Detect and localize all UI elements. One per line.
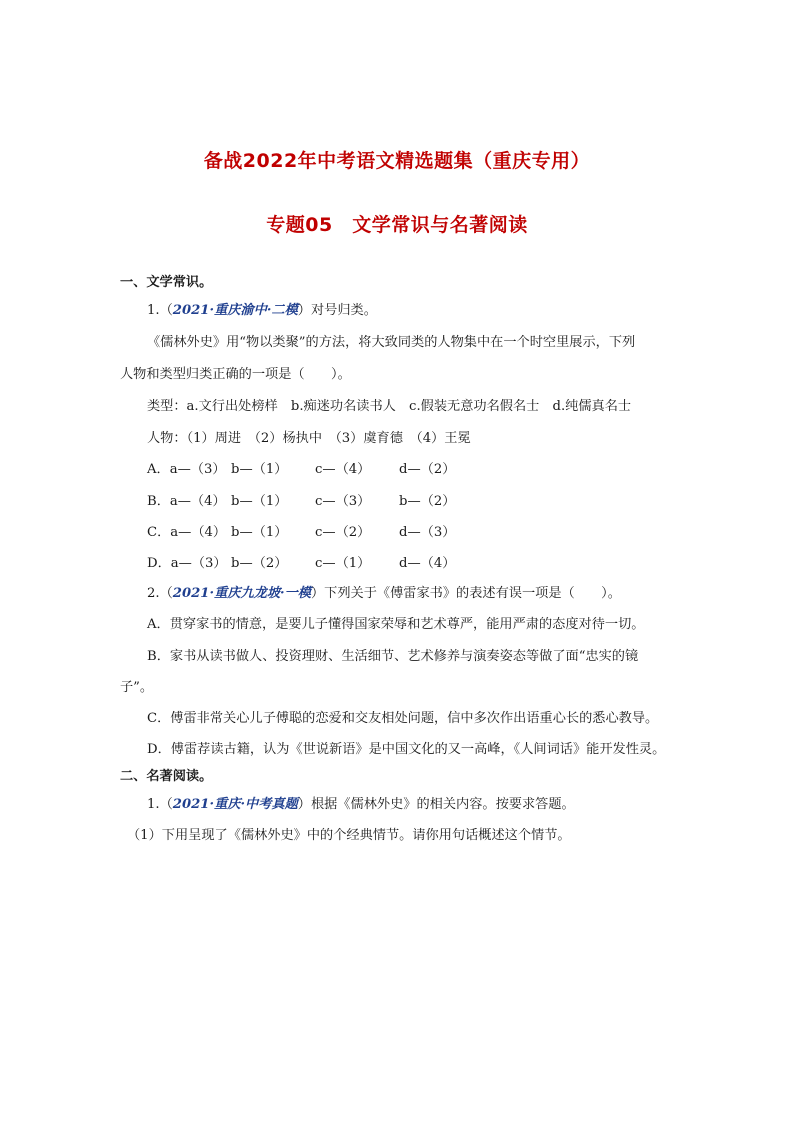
question-stem-line: 《儒林外史》用“物以类聚”的方法，将大致同类的人物集中在一个时空里展示，下列 [147,335,636,350]
option-cell: d—（2） [399,462,456,477]
sub-question-1: （1）下用呈现了《儒林外史》中的个经典情节。请你用句话概述这个情节。 [127,828,571,843]
types-line: 类型：a.文行出处榜样 b.痴迷功名读书人 c.假装无意功名假名士 d.纯儒真名士 [147,399,632,414]
option-cell: b—（2） [399,494,456,509]
option-cell: c—（4） [315,462,371,477]
source-close: ） [297,303,311,318]
section2-heading: 二、名著阅读。 [120,769,213,784]
section1-heading: 一、文学常识。 [120,275,213,290]
q2-option-c: C．傅雷非常关心儿子傅聪的恋爱和交友相处问题，信中多次作出语重心长的悉心教导。 [147,711,659,726]
option-cell: c—（1） [315,556,371,571]
option-row-d [147,555,455,573]
question-stem-line: 人物和类型归类正确的一项是（ ）。 [120,367,351,382]
option-cell: c—（3） [315,494,371,509]
option-cell: d—（4） [399,556,456,571]
option-row-a [147,461,455,479]
section2-question-1-header [147,796,575,814]
option-cell: b—（1） [231,494,288,509]
q2-option-b-cont: 子”。 [120,680,154,695]
question-source: 2021·重庆九龙坡·一模 [172,586,311,601]
question-prompt: 对号归类。 [310,303,377,318]
question-number: 2.（ [147,586,173,601]
option-cell: d—（3） [399,525,456,540]
q2-option-a: A．贯穿家书的情意，是要儿子懂得国家荣辱和艺术尊严，能用严肃的态度对待一切。 [147,617,645,632]
people-line: 人物：（1）周进 （2）杨执中 （3）虞育德 （4）王冕 [147,431,471,446]
document-subtitle: 专题05 文学常识与名著阅读 [266,214,528,236]
option-cell: B．a—（4） [147,494,226,509]
option-row-c [147,524,455,542]
q2-option-b: B．家书从读书做人、投资理财、生活细节、艺术修养与演奏姿态等做了面“忠实的镜 [147,649,639,664]
question-prompt: 下列关于《傅雷家书》的表述有误一项是（ ）。 [324,586,621,601]
question-source: 2021·重庆渝中·二模 [172,303,298,318]
option-cell: b—（1） [231,525,288,540]
question-source: 2021·重庆·中考真题 [172,797,298,812]
q2-option-d: D．傅雷荐读古籍，认为《世说新语》是中国文化的又一高峰，《人间词话》能开发性灵。 [147,742,666,757]
option-cell: b—（2） [231,556,288,571]
question-prompt: 根据《儒林外史》的相关内容。按要求答题。 [310,797,575,812]
question-number: 1.（ [147,303,173,318]
option-cell: b—（1） [231,462,288,477]
question-1-header [147,302,377,320]
source-close: ） [297,797,311,812]
source-close: ） [310,586,325,601]
option-row-b [147,493,455,511]
option-cell: D．a—（3） [147,556,227,571]
option-cell: c—（2） [315,525,371,540]
question-2-header [147,585,621,603]
question-number: 1.（ [147,797,173,812]
option-cell: C．a—（4） [147,525,227,540]
option-cell: A．a—（3） [147,462,226,477]
document-title: 备战2022年中考语文精选题集（重庆专用） [203,150,591,172]
